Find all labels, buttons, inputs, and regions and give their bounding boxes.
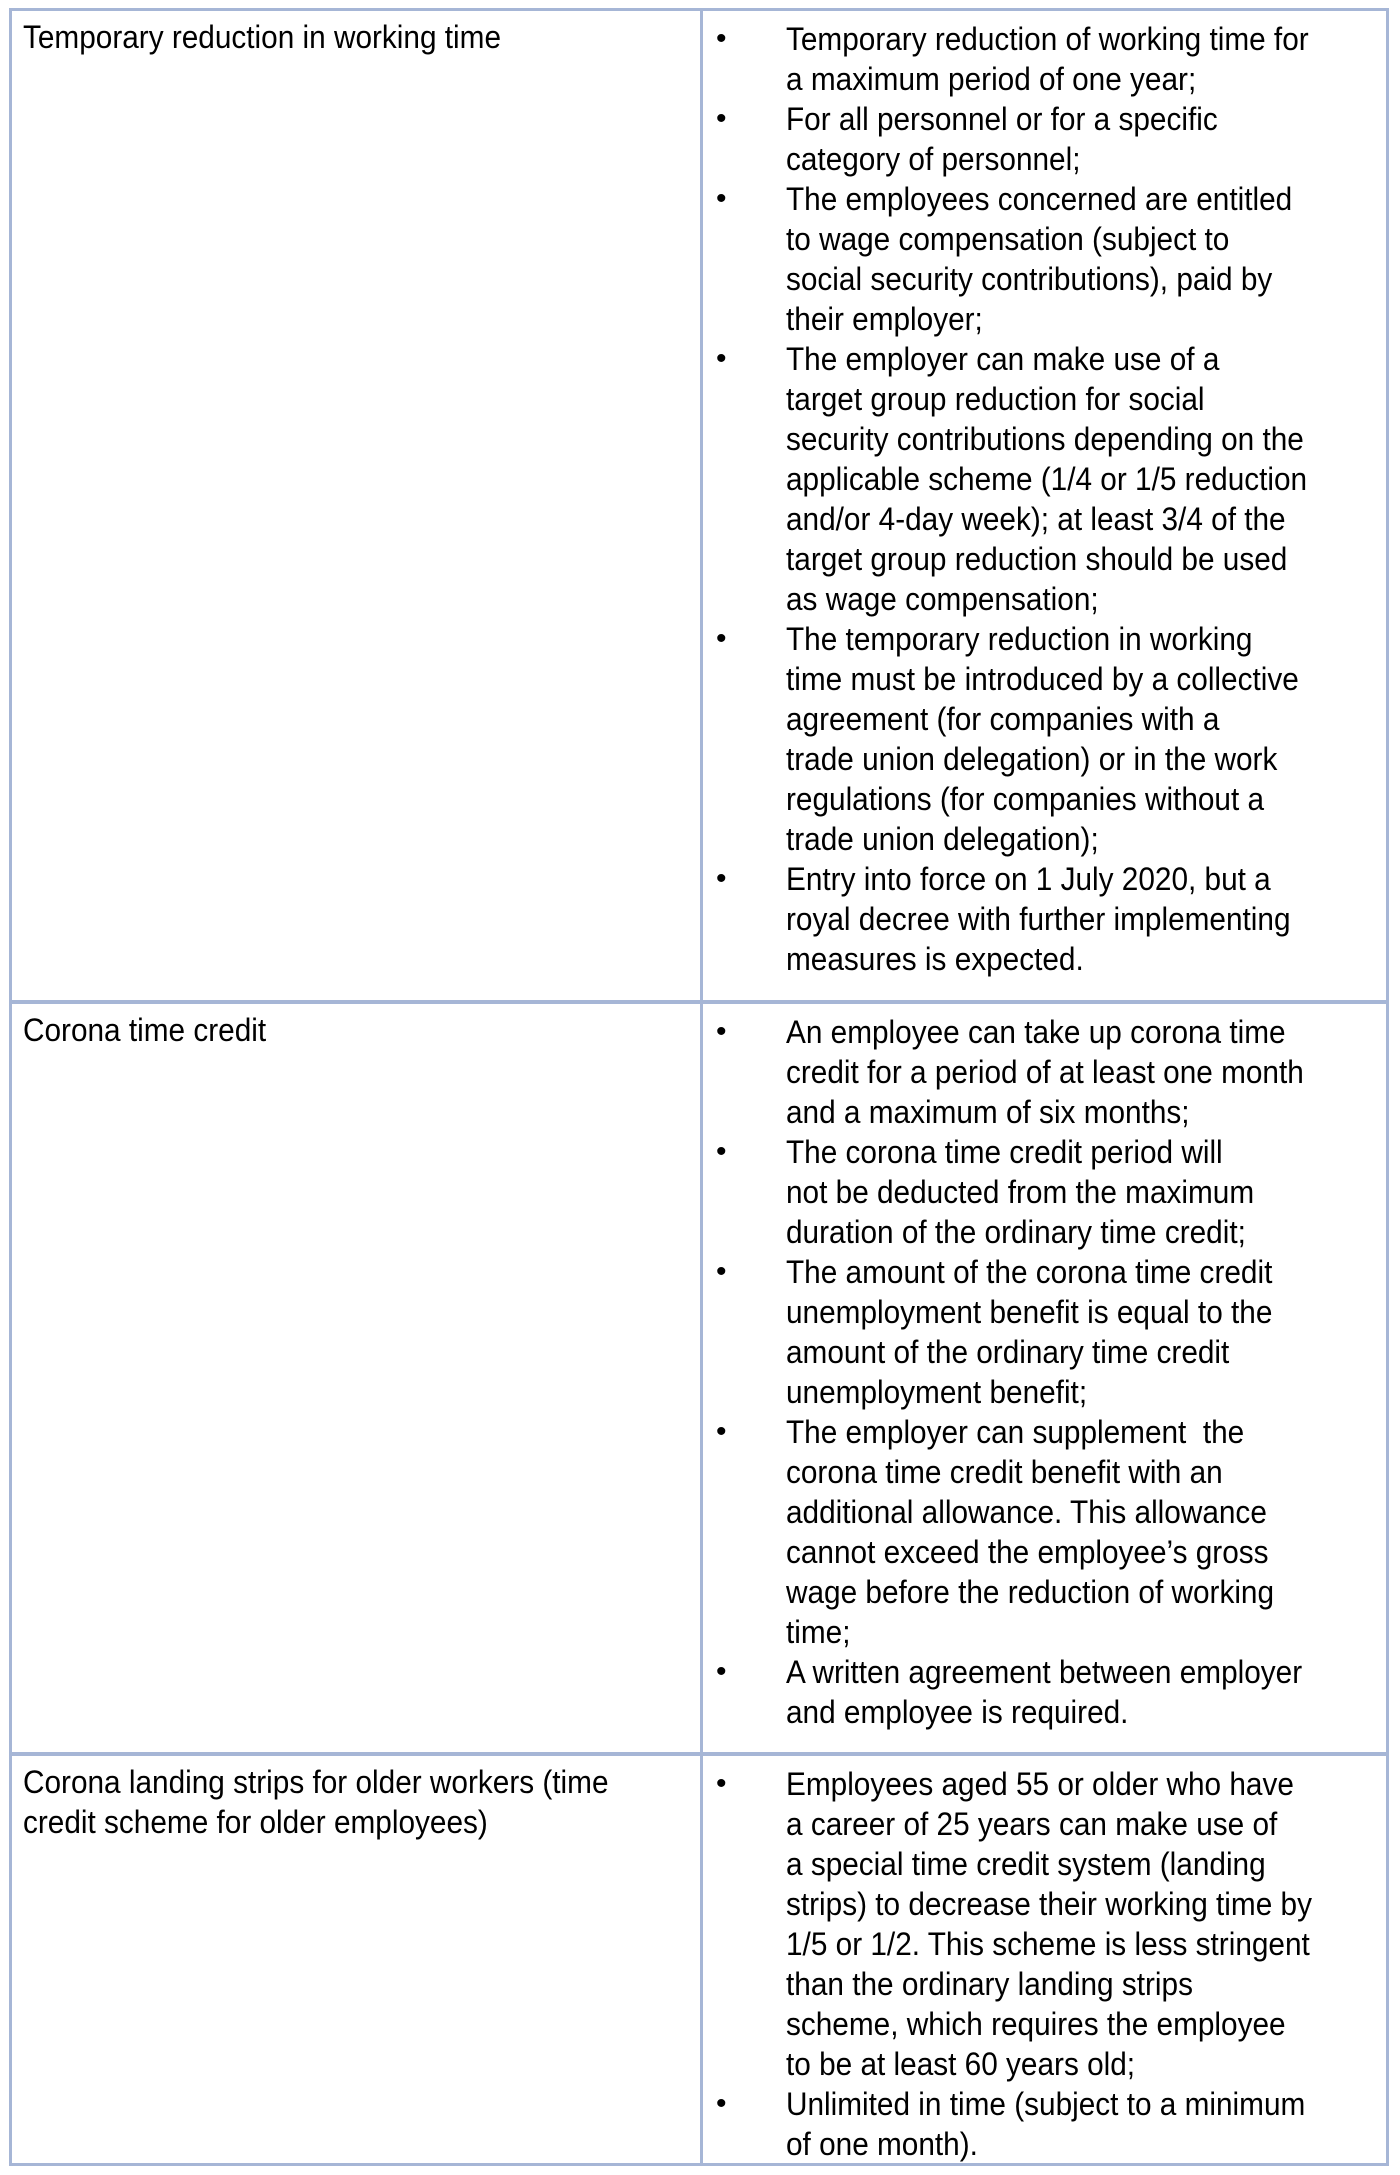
- list-item: [712, 179, 1382, 339]
- bullet-icon: •: [716, 342, 727, 375]
- text-line: trade union delegation);: [786, 821, 1099, 857]
- text-line: royal decree with further implementing: [786, 901, 1291, 937]
- text-line: The temporary reduction in working: [786, 621, 1253, 657]
- text-line: Temporary reduction of working time for: [786, 21, 1309, 57]
- text-line: strips) to decrease their working time by: [786, 1886, 1312, 1922]
- column-divider: [700, 1004, 703, 1752]
- text-line: a special time credit system (landing: [786, 1846, 1266, 1882]
- list-item-text: [786, 1012, 1340, 1132]
- list-item: [712, 19, 1382, 99]
- text-line: Unlimited in time (subject to a minimum: [786, 2086, 1306, 2122]
- text-line: and a maximum of six months;: [786, 1094, 1190, 1130]
- list-item: [712, 1764, 1382, 2084]
- text-line: of one month).: [786, 2126, 978, 2162]
- row-label: [23, 1762, 637, 1842]
- text-line: and/or 4-day week); at least 3/4 of the: [786, 501, 1286, 537]
- text-line: The employees concerned are entitled: [786, 181, 1293, 217]
- text-line: The employer can make use of a: [786, 341, 1220, 377]
- list-item: [712, 339, 1382, 619]
- table-row-temporary-reduction: [12, 11, 1386, 1000]
- column-divider: [700, 11, 703, 1000]
- bullet-icon: •: [716, 102, 727, 135]
- text-line: applicable scheme (1/4 or 1/5 reduction: [786, 461, 1308, 497]
- text-line: to be at least 60 years old;: [786, 2046, 1136, 2082]
- bullet-icon: •: [716, 1655, 727, 1688]
- bullet-icon: •: [716, 1135, 727, 1168]
- text-line: wage before the reduction of working: [786, 1574, 1275, 1610]
- text-line: measures is expected.: [786, 941, 1084, 977]
- bullet-list: [712, 19, 1382, 979]
- list-item-text: [786, 859, 1340, 979]
- bullet-list: [712, 1764, 1382, 2164]
- list-item-text: [786, 1132, 1340, 1252]
- text-line: and employee is required.: [786, 1694, 1129, 1730]
- text-line: An employee can take up corona time: [786, 1014, 1286, 1050]
- text-line: as wage compensation;: [786, 581, 1099, 617]
- column-divider: [700, 1756, 703, 2163]
- text-line: not be deducted from the maximum: [786, 1174, 1255, 1210]
- text-line: duration of the ordinary time credit;: [786, 1214, 1246, 1250]
- list-item-text: [786, 1764, 1340, 2084]
- text-line: to wage compensation (subject to: [786, 221, 1230, 257]
- list-item: [712, 2084, 1382, 2164]
- list-item-text: [786, 1412, 1340, 1652]
- list-item-text: [786, 339, 1340, 619]
- bullet-icon: •: [716, 862, 727, 895]
- list-item: [712, 1652, 1382, 1732]
- row-label: [23, 17, 637, 57]
- text-line: time must be introduced by a collective: [786, 661, 1299, 697]
- text-line: unemployment benefit is equal to the: [786, 1294, 1273, 1330]
- text-line: trade union delegation) or in the work: [786, 741, 1278, 777]
- list-item-text: [786, 2084, 1340, 2164]
- text-line: social security contributions), paid by: [786, 261, 1273, 297]
- text-line: corona time credit benefit with an: [786, 1454, 1223, 1490]
- bullet-icon: •: [716, 622, 727, 655]
- list-item: [712, 1012, 1382, 1132]
- text-line: scheme, which requires the employee: [786, 2006, 1286, 2042]
- bullet-list: [712, 1012, 1382, 1732]
- table-row-corona-landing-strips: [12, 1752, 1386, 2163]
- list-item: [712, 859, 1382, 979]
- list-item-text: [786, 1652, 1340, 1732]
- text-line: additional allowance. This allowance: [786, 1494, 1267, 1530]
- text-line: a maximum period of one year;: [786, 61, 1197, 97]
- text-line: category of personnel;: [786, 141, 1081, 177]
- list-item-text: [786, 19, 1340, 99]
- text-line: target group reduction for social: [786, 381, 1205, 417]
- list-item: [712, 619, 1382, 859]
- text-line: agreement (for companies with a: [786, 701, 1220, 737]
- text-line: security contributions depending on the: [786, 421, 1304, 457]
- text-line: The amount of the corona time credit: [786, 1254, 1273, 1290]
- bullet-icon: •: [716, 22, 727, 55]
- text-line: a career of 25 years can make use of: [786, 1806, 1278, 1842]
- row-label-line: Corona time credit: [23, 1012, 267, 1048]
- bullet-icon: •: [716, 1767, 727, 1800]
- bullet-icon: •: [716, 2087, 727, 2120]
- text-line: target group reduction should be used: [786, 541, 1288, 577]
- bullet-icon: •: [716, 1255, 727, 1288]
- text-line: The corona time credit period will: [786, 1134, 1223, 1170]
- row-label-line: Temporary reduction in working time: [23, 19, 502, 55]
- bullet-icon: •: [716, 1415, 727, 1448]
- row-label: [23, 1010, 637, 1050]
- list-item-text: [786, 619, 1340, 859]
- text-line: Employees aged 55 or older who have: [786, 1766, 1294, 1802]
- text-line: than the ordinary landing strips: [786, 1966, 1193, 2002]
- row-label-line: credit scheme for older employees): [23, 1804, 488, 1840]
- text-line: For all personnel or for a specific: [786, 101, 1218, 137]
- list-item-text: [786, 1252, 1340, 1412]
- text-line: The employer can supplement the: [786, 1414, 1245, 1450]
- row-label-line: Corona landing strips for older workers (time: [23, 1764, 609, 1800]
- text-line: unemployment benefit;: [786, 1374, 1088, 1410]
- text-line: 1/5 or 1/2. This scheme is less stringent: [786, 1926, 1310, 1962]
- list-item: [712, 99, 1382, 179]
- list-item: [712, 1412, 1382, 1652]
- text-line: their employer;: [786, 301, 983, 337]
- table-row-corona-time-credit: [12, 1000, 1386, 1752]
- text-line: regulations (for companies without a: [786, 781, 1265, 817]
- text-line: time;: [786, 1614, 851, 1650]
- text-line: credit for a period of at least one month: [786, 1054, 1304, 1090]
- text-line: amount of the ordinary time credit: [786, 1334, 1230, 1370]
- list-item-text: [786, 99, 1340, 179]
- list-item: [712, 1132, 1382, 1252]
- list-item-text: [786, 179, 1340, 339]
- measures-table: [9, 8, 1389, 2166]
- text-line: Entry into force on 1 July 2020, but a: [786, 861, 1271, 897]
- text-line: A written agreement between employer: [786, 1654, 1303, 1690]
- list-item: [712, 1252, 1382, 1412]
- bullet-icon: •: [716, 182, 727, 215]
- text-line: cannot exceed the employee’s gross: [786, 1534, 1269, 1570]
- bullet-icon: •: [716, 1015, 727, 1048]
